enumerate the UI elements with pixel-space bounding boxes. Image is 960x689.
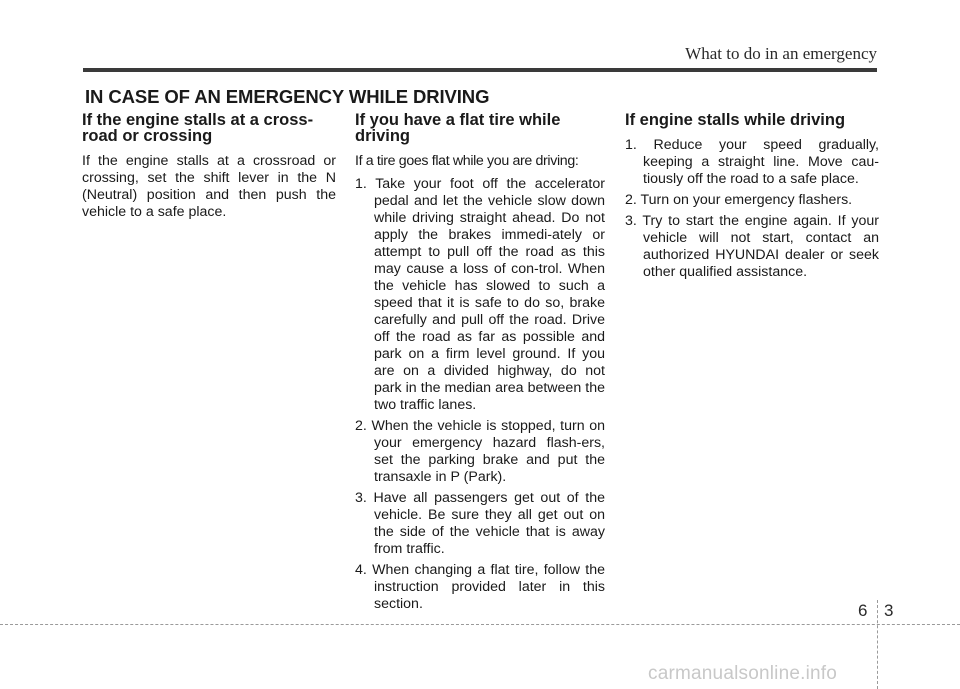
- list-item: 1. Take your foot off the accelerator pedal and let the vehicle slow down while driving straight ahead. Do not apply the brakes immedi-ately or attempt to pull off the road as this may cause a loss of con-trol. When the vehicle has slowed to such a speed that it is safe to do so, brake carefully and pull off the road. Drive off the road as far as possible and park on a firm level ground. If you are on a divided highway, do not park in the median area between the two traffic lanes.: [355, 176, 605, 413]
- header-rule: [83, 68, 877, 72]
- steps-list: [625, 137, 879, 281]
- heading-line: road or crossing: [82, 127, 213, 145]
- chapter-title: What to do in an emergency: [685, 44, 877, 63]
- list-item: 4. When changing a flat tire, follow the instruction provided later in this section.: [355, 562, 605, 612]
- column-heading: If engine stalls while driving: [625, 111, 846, 129]
- list-item: 3. Have all passengers get out of the vehicle. Be sure they all get out on the side of the vehicle that is away from traffic.: [355, 490, 605, 557]
- steps-list: [355, 176, 605, 613]
- list-item: 3. Try to start the engine again. If your vehicle will not start, contact an authorized HYUNDAI dealer or seek other qualified assistance.: [625, 213, 879, 280]
- section-title: IN CASE OF AN EMERGENCY WHILE DRIVING: [85, 86, 490, 107]
- column-heading: [355, 112, 605, 144]
- watermark: carmanualsonline.info: [648, 663, 838, 684]
- column-intro: If a tire goes flat while you are driving:: [355, 153, 579, 169]
- column-engine-stalls-crossroad: [82, 112, 336, 221]
- list-item: 1. Reduce your speed gradually, keeping a straight line. Move cau-tiously off the road to a safe place.: [625, 137, 879, 187]
- heading-line: If the engine stalls at a cross-: [82, 111, 314, 129]
- page-number: 3: [884, 601, 894, 620]
- chapter-number: 6: [858, 601, 868, 620]
- footer-divider: [0, 624, 960, 625]
- column-body: If the engine stalls at a crossroad or crossing, set the shift lever in the N (Neutral) position and then push the vehicle to a safe place.: [82, 153, 336, 220]
- list-item: 2. Turn on your emergency flashers.: [625, 192, 853, 208]
- heading-line: driving: [355, 127, 411, 145]
- column-engine-stalls-driving: [625, 112, 879, 281]
- column-heading: [82, 112, 336, 144]
- column-flat-tire: [355, 112, 605, 613]
- heading-line: If you have a flat tire while: [355, 111, 561, 129]
- footer-crop-mark: [877, 600, 878, 689]
- list-item: 2. When the vehicle is stopped, turn on your emergency hazard flash-ers, set the parking brake and put the transaxle in P (Park).: [355, 418, 605, 485]
